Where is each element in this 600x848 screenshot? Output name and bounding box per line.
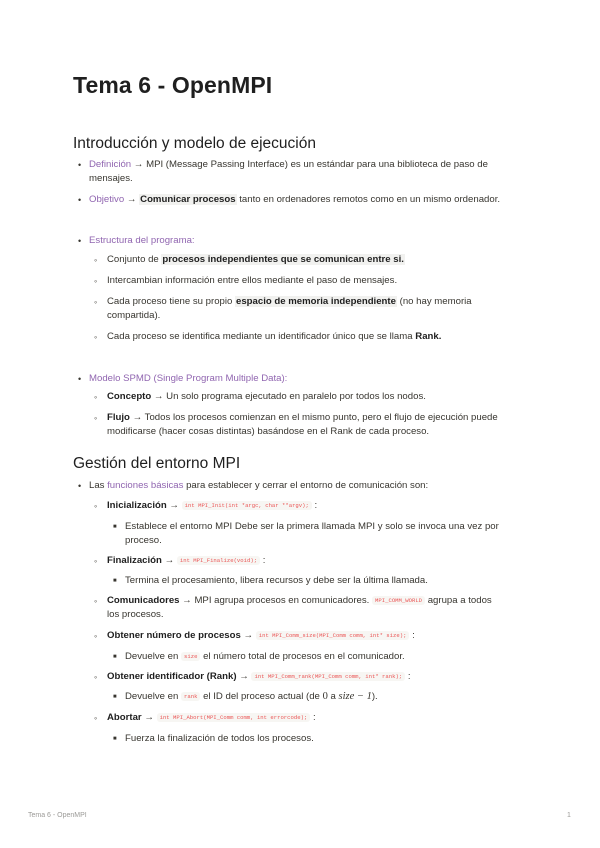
finalize-line: Finalización → int MPI_Finalize(void); : bbox=[107, 555, 266, 566]
rank-desc: Devuelve en rank el ID del proceso actual (de 0 a size − 1). bbox=[125, 691, 378, 702]
bullet-dot: • bbox=[78, 481, 82, 491]
size-desc: Devuelve en size el número total de procesos en el comunicador. bbox=[125, 651, 405, 662]
bullet-dot: • bbox=[78, 160, 82, 170]
init-code: int MPI_Init(int *argc, char **argv); bbox=[182, 501, 312, 510]
section-heading-intro: Introducción y modelo de ejecución bbox=[73, 135, 316, 152]
bullet-circle: ◦ bbox=[94, 713, 98, 723]
footer-page-number: 1 bbox=[567, 812, 571, 819]
page-title: Tema 6 - OpenMPI bbox=[73, 72, 273, 98]
objetivo-term: Objetivo bbox=[89, 194, 125, 205]
definicion-term: Definición bbox=[89, 159, 132, 170]
size-line: Obtener número de procesos → int MPI_Comm_size(MPI_Comm comm, int* size); : bbox=[107, 630, 415, 641]
bullet-circle: ◦ bbox=[94, 297, 98, 307]
estructura-item-4: Cada proceso se identifica mediante un identificador único que se llama Rank. bbox=[107, 331, 442, 342]
bullet-circle: ◦ bbox=[94, 255, 98, 265]
footer-title: Tema 6 - OpenMPI bbox=[28, 812, 87, 819]
bullet-circle: ◦ bbox=[94, 413, 98, 423]
gestion-intro: Las funciones básicas para establecer y cerrar el entorno de comunicación son: bbox=[89, 480, 429, 491]
bullet-square: ■ bbox=[113, 736, 117, 742]
abort-code: int MPI_Abort(MPI_Comm comm, int errorcode); bbox=[157, 713, 311, 722]
estructura-term: Estructura del programa: bbox=[89, 235, 195, 246]
bullet-square: ■ bbox=[113, 578, 117, 584]
bullet-dot: • bbox=[78, 374, 82, 384]
rank-code: int MPI_Comm_rank(MPI_Comm comm, int* rank); bbox=[251, 672, 405, 681]
rank-line: Obtener identificador (Rank) → int MPI_Comm_rank(MPI_Comm comm, int* rank); : bbox=[107, 671, 411, 682]
definicion-line: Definición → MPI (Message Passing Interface) es un estándar para una biblioteca de paso de bbox=[89, 159, 488, 170]
section-heading-gestion: Gestión del entorno MPI bbox=[73, 455, 241, 472]
spmd-flujo: Flujo → Todos los procesos comienzan en el mismo punto, pero el flujo de ejecución puede bbox=[107, 412, 498, 423]
objetivo-bold: Comunicar procesos bbox=[140, 194, 236, 205]
bullet-circle: ◦ bbox=[94, 672, 98, 682]
init-desc: Establece el entorno MPI Debe ser la primera llamada MPI y solo se invoca una vez por bbox=[125, 521, 499, 532]
estructura-item-1: Conjunto de procesos independientes que se comunican entre si. bbox=[107, 254, 404, 265]
spmd-flujo-cont: modificarse (hacer cosas distintas) basándose en el Rank de cada proceso. bbox=[107, 426, 430, 437]
estructura-item-2: Intercambian información entre ellos mediante el paso de mensajes. bbox=[107, 275, 398, 286]
finalize-code: int MPI_Finalize(void); bbox=[177, 556, 260, 565]
bullet-circle: ◦ bbox=[94, 276, 98, 286]
bullet-dot: • bbox=[78, 236, 82, 246]
bullet-circle: ◦ bbox=[94, 392, 98, 402]
comunicadores-line: Comunicadores → MPI agrupa procesos en comunicadores. MPI_COMM_WORLD agrupa a todos bbox=[107, 595, 492, 606]
spmd-concepto: Concepto → Un solo programa ejecutado en paralelo por todos los nodos. bbox=[107, 391, 426, 402]
bullet-circle: ◦ bbox=[94, 556, 98, 566]
bullet-square: ■ bbox=[113, 524, 117, 530]
bullet-circle: ◦ bbox=[94, 501, 98, 511]
spmd-term: Modelo SPMD (Single Program Multiple Data): bbox=[89, 373, 288, 384]
finalize-desc: Termina el procesamiento, libera recursos y debe ser la última llamada. bbox=[125, 575, 428, 586]
objetivo-line: Objetivo → Comunicar procesos tanto en ordenadores remotos como en un mismo ordenador. bbox=[89, 194, 501, 205]
bullet-dot: • bbox=[78, 195, 82, 205]
comunicadores-cont: los procesos. bbox=[107, 609, 164, 620]
comm-world-code: MPI_COMM_WORLD bbox=[372, 596, 425, 605]
bullet-circle: ◦ bbox=[94, 631, 98, 641]
bullet-circle: ◦ bbox=[94, 332, 98, 342]
estructura-item-3: Cada proceso tiene su propio espacio de memoria independiente (no hay memoria bbox=[107, 296, 472, 307]
abort-desc: Fuerza la finalización de todos los procesos. bbox=[125, 733, 314, 744]
init-line: Inicialización → int MPI_Init(int *argc, char **argv); : bbox=[107, 500, 318, 511]
definicion-line-2: mensajes. bbox=[89, 173, 133, 184]
size-code: int MPI_Comm_size(MPI_Comm comm, int* size); bbox=[256, 631, 410, 640]
estructura-item-3-cont: compartida). bbox=[107, 310, 161, 321]
bullet-square: ■ bbox=[113, 654, 117, 660]
bullet-circle: ◦ bbox=[94, 596, 98, 606]
bullet-square: ■ bbox=[113, 694, 117, 700]
abort-line: Abortar → int MPI_Abort(MPI_Comm comm, int errorcode); : bbox=[107, 712, 316, 723]
init-desc-cont: proceso. bbox=[125, 535, 162, 546]
definicion-text: MPI (Message Passing Interface) es un estándar para una biblioteca de paso de bbox=[146, 159, 488, 170]
